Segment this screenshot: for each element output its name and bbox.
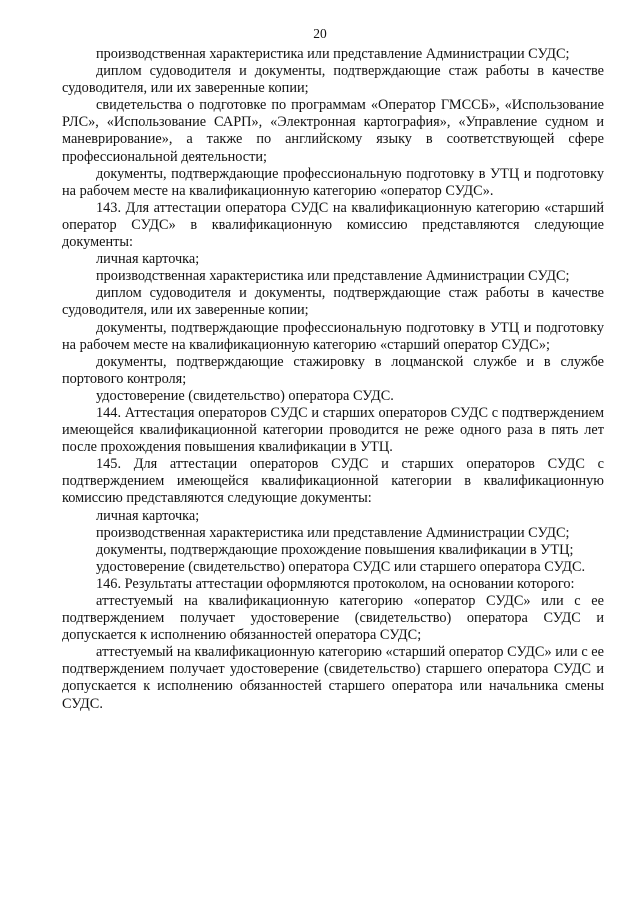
paragraph: удостоверение (свидетельство) оператора СУДС или старшего оператора СУДС. (96, 558, 586, 575)
paragraph: документы, подтверждающие профессиональную подготовку в УТЦ и подготовку на рабочем месте на квалификационную категорию «старший оператор СУДС»; (62, 319, 604, 353)
paragraph: аттестуемый на квалификационную категорию «оператор СУДС» или с ее подтверждением получает удостоверение (свидетельство) оператора СУДС и допускается к исполнению обязанностей оператора СУДС; (62, 593, 604, 644)
paragraph: удостоверение (свидетельство) оператора СУДС. (96, 387, 394, 404)
paragraph: производственная характеристика или представление Администрации СУДС; (96, 46, 570, 62)
document-body (62, 46, 604, 713)
page-number: 20 (313, 26, 327, 41)
paragraph: личная карточка; (96, 251, 200, 268)
paragraph: личная карточка; (96, 507, 200, 524)
paragraph: документы, подтверждающие прохождение повышения квалификации в УТЦ; (96, 541, 574, 558)
clause-145: 145. Для аттестации операторов СУДС и старших операторов СУДС с подтверждением имеющейся квалификационной категории в квалификационную комиссию представляются следующие документы: (62, 456, 604, 507)
paragraph: аттестуемый на квалификационную категорию «старший оператор СУДС» или с ее подтверждением получает удостоверение (свидетельство) старшего оператора СУДС и допускается к исполнению обязанностей старшего оператора или начальника смены СУДС. (62, 644, 604, 712)
clause-144: 144. Аттестация операторов СУДС и старших операторов СУДС с подтверждением имеющейся квалификационной категории проводится не реже одного раза в пять лет после прохождения повышения квалификации в УТЦ. (62, 404, 604, 456)
paragraph: свидетельства о подготовке по программам «Оператор ГМССБ», «Использование РЛС», «Использование САРП», «Электронная картография», «Управление судном и маневрирование», а также по английскому языку в соответствующей сфере профессиональной деятельности; (62, 97, 604, 165)
clause-143: 143. Для аттестации оператора СУДС на квалификационную категорию «старший оператор СУДС» в квалификационную комиссию представляются следующие документы: (62, 199, 604, 251)
paragraph: диплом судоводителя и документы, подтверждающие стаж работы в качестве судоводителя, или их заверенные копии; (62, 285, 604, 319)
paragraph: документы, подтверждающие профессиональную подготовку в УТЦ и подготовку на рабочем месте на квалификационную категорию «оператор СУДС». (62, 165, 604, 199)
paragraph: документы, подтверждающие стажировку в лоцманской службе и в службе портового контроля; (62, 353, 604, 387)
paragraph: производственная характеристика или представление Администрации СУДС; (96, 268, 570, 285)
clause-146: 146. Результаты аттестации оформляются протоколом, на основании которого: (96, 575, 575, 592)
paragraph: диплом судоводителя и документы, подтверждающие стаж работы в качестве судоводителя, или их заверенные копии; (62, 63, 604, 97)
paragraph: производственная характеристика или представление Администрации СУДС; (96, 524, 570, 541)
